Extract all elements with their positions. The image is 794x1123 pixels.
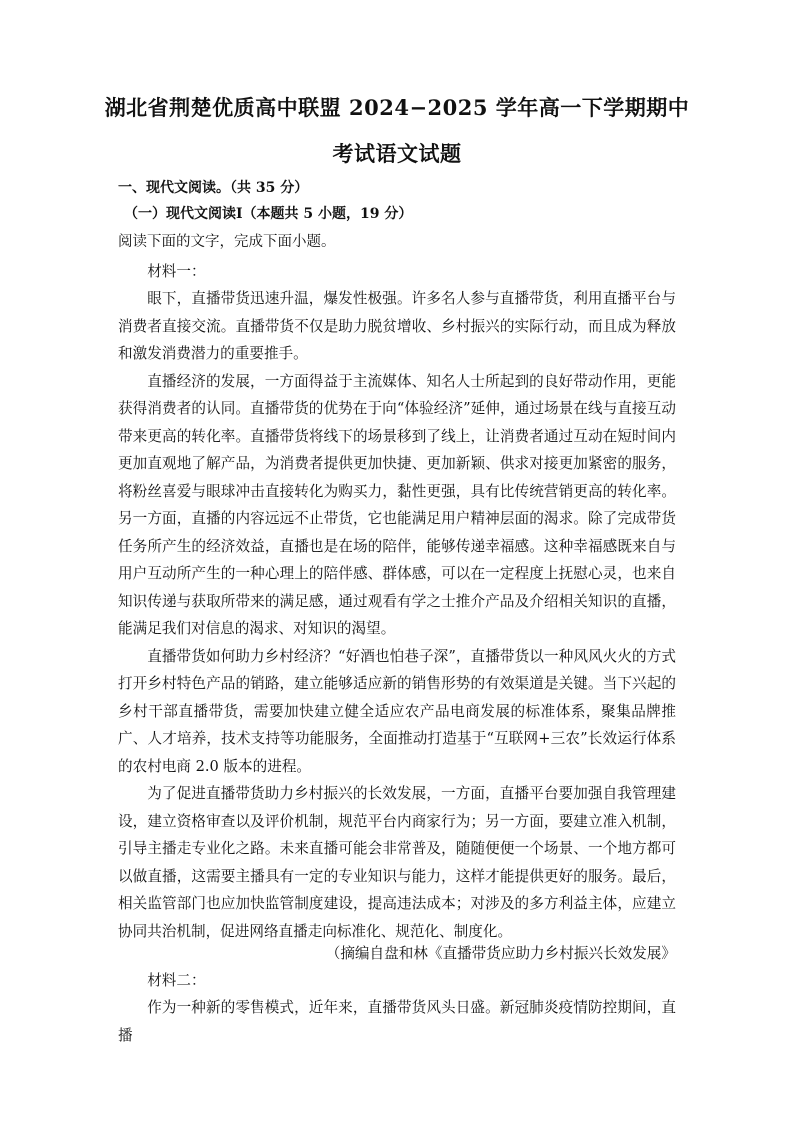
material-1-label-block <box>118 258 676 286</box>
material-1-paragraph: 为了促进直播带货助力乡村振兴的长效发展，一方面，直播平台要加强自我管理建设，建立资格审查以及评价机制，规范平台内商家行为；另一方面，要建立准入机制，引导主播走专业化之路。未来直播可能会非常普及，随随便便一个场景、一个地方都可以做直播，这需要主播具有一定的专业知识与能力，这样才能提供更好的服务。最后，相关监管部门也应加快监管制度建设，提高违法成本；对涉及的多方利益主体，应建立协同共治机制，促进网络直播走向标准化、规范化、制度化。 <box>118 785 676 940</box>
material-1-paragraph: 直播带货如何助力乡村经济？“好酒也怕巷子深”，直播带货以一种风风火火的方式打开乡村特色产品的销路，建立能够适应新的销售形势的有效渠道是关键。当下兴起的乡村干部直播带货，需要加快建立健全适应农产品电商发展的标准体系，聚集品牌推广、人才培养，技术支持等功能服务，全面推动打造基于“互联网+三农”长效运行体系的农村电商 2.0 版本的进程。 <box>118 647 676 775</box>
material-1-paragraph: 直播经济的发展，一方面得益于主流媒体、知名人士所起到的良好带动作用，更能获得消费者的认同。直播带货的优势在于向“体验经济”延伸，通过场景在线与直接互动带来更高的转化率。直播带货将线下的场景移到了线上，让消费者通过互动在短时间内更加直观地了解产品，为消费者提供更加快捷、更加新颖、供求对接更加紧密的服务，将粉丝喜爱与眼球冲击直接转化为购买力，黏性更强，具有比传统营销更高的转化率。另一方面，直播的内容远远不止带货，它也能满足用户精神层面的渴求。除了完成带货任务所产生的经济效益，直播也是在场的陪伴，能够传递幸福感。这种幸福感既来自与用户互动所产生的一种心理上的陪伴感、群体感，可以在一定程度上抚慰心灵，也来自知识传递与获取所带来的满足感，通过观看有学之士推介产品及介绍相关知识的直播，能满足我们对信息的渴求、对知识的渴望。 <box>118 372 676 637</box>
material-1-paragraph: 眼下，直播带货迅速升温，爆发性极强。许多名人参与直播带货，利用直播平台与消费者直接交流。直播带货不仅是助力脱贫增收、乡村振兴的实际行动，而且成为释放和激发消费潜力的重要推手。 <box>118 290 676 362</box>
material-1-body <box>118 285 676 945</box>
material-2-label: 材料二： <box>147 972 206 989</box>
reading-instruction: 阅读下面的文字，完成下面小题。 <box>118 234 336 250</box>
material-1-source-citation: （摘编自盘和林《直播带货应助力乡村振兴长效发展》 <box>325 945 676 962</box>
exam-title-line-1: 湖北省荆楚优质高中联盟 2024−2025 学年高一下学期期中 <box>104 95 690 120</box>
material-2-body <box>118 994 676 1049</box>
section-heading: 一、现代文阅读。（共 35 分） <box>118 180 309 196</box>
material-2-label-block <box>118 967 676 995</box>
material-1-label: 材料一： <box>147 263 206 280</box>
material-2-paragraph: 作为一种新的零售模式，近年来，直播带货风头日盛。新冠肺炎疫情防控期间，直播 <box>118 999 676 1044</box>
sub-section-heading: （一）现代文阅读Ⅰ（本题共 5 小题，19 分） <box>124 206 413 222</box>
exam-title-line-2: 考试语文试题 <box>332 141 462 166</box>
